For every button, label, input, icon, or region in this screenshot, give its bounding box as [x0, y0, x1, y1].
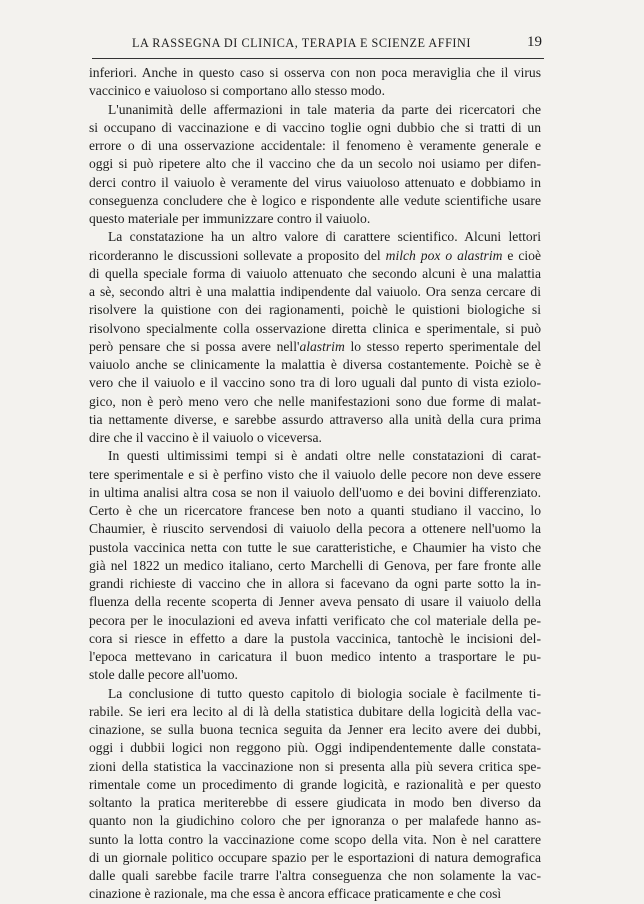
text-line: questo materiale per immunizzare contro il vaiuolo.	[89, 211, 371, 226]
text-line: oggi i dubbii logici non reggono più. Oggi indipendentemente dalle constata-	[89, 740, 541, 756]
text-line: si occupano di vaccinazione e di vaccino toglie ogni dubbio che si tratti di un	[89, 119, 541, 135]
text-line: soltanto la pratica meriterebbe di essere giudicata in modo ben diverso da	[89, 795, 541, 810]
text-line: vaiuolo anche se clinicamente la malattia è diversa costantemente. Poichè se è	[89, 357, 541, 372]
text-line: l'epoca mettevano in caricatura il buon medico intento a trasportare le pu-	[89, 649, 541, 664]
paragraph	[89, 228, 541, 447]
text-line: Chaumier, è riuscito servendosi di vaiuolo della pecora a ottenere nell'uomo la	[89, 521, 541, 537]
text-line: oggi si può ripetere alto che il vaccino che da un secolo noi usiamo per difen-	[89, 156, 541, 172]
text-line: L'unanimità delle affermazioni in tale materia da parte dei ricercatori che	[108, 101, 541, 117]
paragraph	[89, 101, 541, 229]
running-header	[92, 34, 544, 59]
text-line: fluenza della recente scoperta di Jenner aveva pensato di usare il vaiuolo della	[89, 594, 541, 610]
text-line: stole dalle pecore all'uomo.	[89, 667, 238, 683]
text-line: In questi ultimissimi tempi si è andati oltre nelle constatazioni di carat-	[108, 448, 541, 464]
text-line: di quella speciale forma di vaiuolo attenuato che secondo alcuni è una malattia	[89, 265, 541, 281]
text-line: tia nettamente diverse, e sarebbe assurdo attraverso alla unità della cura prima	[89, 411, 541, 427]
text-line: sunto la lotta contro la vaccinazione come scopo della vita. Non è nel carattere	[89, 831, 541, 847]
text-line: cora si riesce in effetto a dare la pustola vaccinica, tantochè le incisioni del-	[89, 630, 541, 646]
text-line: vero che il vaiuolo e il vaccino sono tra di loro uguali dal punto di vista eziolo-	[89, 375, 541, 391]
text-line: conseguenza concludere che è logico e rispondente alle vedute scientifiche usare	[89, 192, 541, 208]
text-line: a sè, secondo altri è una malattia indipendente dal vaiuolo. Ora senza cercare di	[89, 284, 541, 299]
text-line: già nel 1822 un medico italiano, certo Marchelli di Genova, per fare fronte alle	[89, 557, 541, 573]
text-line: dalle quali sarebbe facile trarre l'altra conseguenza che non solamente la vac-	[89, 868, 541, 883]
running-title: LA RASSEGNA DI CLINICA, TERAPIA E SCIENZE AFFINI	[132, 36, 472, 50]
text-line: pecora per le inoculazioni ed aveva infatti verificato che col materiale della pe-	[89, 612, 541, 628]
text-line: quanto non la giudichino coloro che per ignoranza o per malafede hanno as-	[89, 813, 541, 829]
text-line: La conclusione di tutto questo capitolo di biologia sociale è facilmente ti-	[108, 685, 541, 701]
text-line: vaccinico e vaiuoloso si comportano allo stesso modo.	[89, 83, 385, 99]
text-line: pustola vaccinica netta con tutte le sue caratteristiche, e Chaumier ha visto che	[89, 539, 541, 555]
text-line: errore o di una osservazione accidentale: il fenomeno è veramente generale e	[89, 138, 541, 153]
text-line: grandi richieste di vaccino che in allora si facevano da ogni parte sotto la in-	[89, 576, 541, 591]
text-line: risolvere la quistione con dei ragionamenti, poichè le quistioni biologiche si	[89, 302, 541, 318]
page-number: 19	[527, 34, 542, 50]
text-line: cinazione è razionale, ma che essa è ancora efficace praticamente e che così	[89, 886, 502, 902]
text-line: di un giornale politico occupare spazio per le esportazioni di natura demografica	[89, 849, 541, 865]
text-line: ricorderanno le discussioni sollevate a proposito del milch pox o alastrim e cioè	[89, 247, 541, 263]
text-line: gico, non è però meno vero che nelle manifestazioni sono due forme di malat-	[89, 393, 541, 409]
paragraph	[89, 685, 541, 904]
text-line: Certo è che un ricercatore francese ben noto a quanti studiano il vaccino, lo	[89, 503, 541, 518]
text-line: cinazione, se sulla buona tecnica seguita da Jenner era lecito avere dei dubbi,	[89, 722, 541, 737]
text-line: La constatazione ha un altro valore di carattere scientifico. Alcuni lettori	[108, 229, 541, 245]
body-text	[89, 64, 541, 904]
text-line: rabile. Se ieri era lecito al di là della statistica dubitare della logicità della vac-	[89, 703, 541, 719]
text-line: in ultima analisi altra cosa se non il vaiuolo dell'uomo e dei bovini differenziato.	[89, 484, 541, 500]
text-line: dire che il vaccino è il vaiuolo o viceversa.	[89, 430, 322, 445]
paragraph	[89, 447, 541, 684]
paragraph	[89, 64, 541, 101]
text-line: risolvono specialmente colla osservazione diretta clinica e sperimentale, si può	[89, 320, 541, 336]
text-line: però pensare che si possa avere nell'alastrim lo stesso reperto sperimentale del	[89, 338, 541, 354]
text-line: inferiori. Anche in questo caso si osserva con non poca meraviglia che il virus	[89, 65, 541, 80]
text-line: rimentale come un procedimento di grande logicità, e razionalità e per questo	[89, 776, 541, 792]
text-line: derci contro il vaiuolo è veramente del virus vaiuoloso attenuato e dobbiamo in	[89, 174, 541, 190]
text-line: zioni della statistica la vaccinazione non si presenta alla più severa critica spe-	[89, 758, 541, 774]
text-line: tere sperimentale e si è perfino visto che il vaiuolo delle pecore non deve essere	[89, 466, 541, 482]
